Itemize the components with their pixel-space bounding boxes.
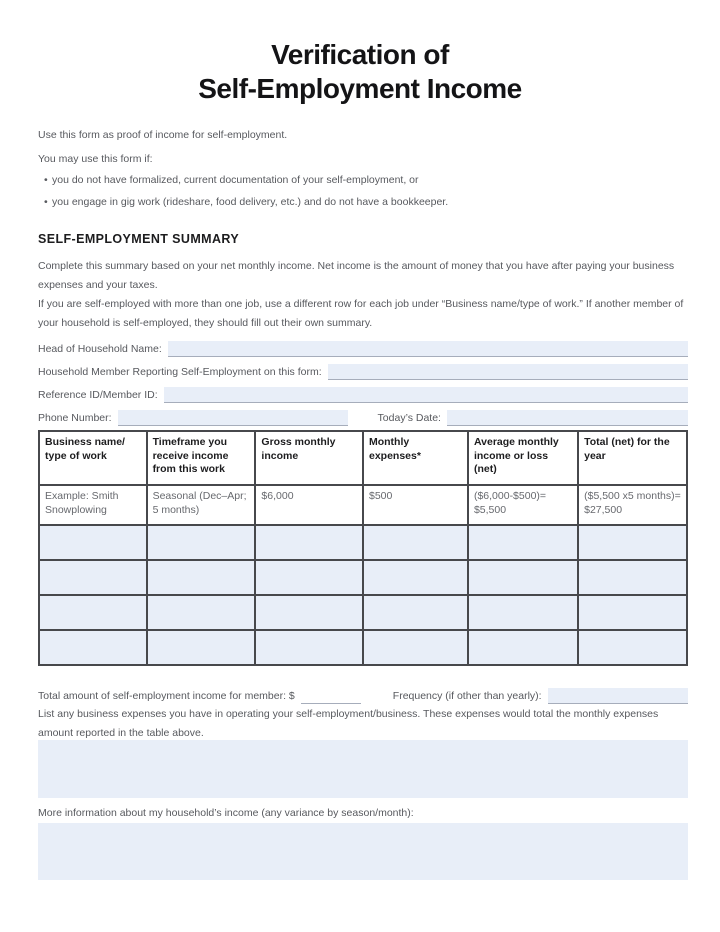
- bullet-icon: •: [44, 196, 48, 208]
- more-info-textarea[interactable]: [38, 823, 688, 880]
- table-cell-input[interactable]: [255, 630, 363, 665]
- table-cell-input[interactable]: [578, 595, 687, 630]
- section-heading-self-employment-summary: SELF-EMPLOYMENT SUMMARY: [38, 232, 240, 246]
- table-cell-input[interactable]: [468, 630, 578, 665]
- col-header-gross-monthly-income: Gross monthly income: [255, 431, 363, 485]
- example-total-year: ($5,500 x5 months)= $27,500: [578, 485, 687, 525]
- table-cell-input[interactable]: [468, 595, 578, 630]
- business-expenses-instruction: List any business expenses you have in operating your self-employment/business. These expenses would total the monthly expenses amount reported in the table above.: [38, 708, 659, 739]
- table-cell-input[interactable]: [39, 595, 147, 630]
- table-cell-input[interactable]: [363, 525, 468, 560]
- reference-id-input[interactable]: [164, 387, 688, 403]
- table-cell-input[interactable]: [468, 560, 578, 595]
- business-expenses-textarea[interactable]: [38, 740, 688, 798]
- table-cell-input[interactable]: [578, 560, 687, 595]
- intro-bullet-2: [38, 196, 688, 208]
- intro-usage-text: Use this form as proof of income for self-employment.: [38, 129, 288, 141]
- frequency-input[interactable]: [548, 688, 688, 704]
- form-title: [0, 38, 720, 105]
- col-header-average-monthly-income: Average monthly income or loss (net): [468, 431, 578, 485]
- self-employment-summary-table: [38, 430, 688, 666]
- intro-bullet-1-text: you do not have formalized, current documentation of your self-employment, or: [52, 174, 419, 186]
- more-info-label: More information about my household’s income (any variance by season/month):: [38, 807, 414, 819]
- form-title-line1: Verification of: [271, 39, 449, 70]
- table-cell-input[interactable]: [39, 560, 147, 595]
- form-title-line2: Self-Employment Income: [198, 72, 522, 104]
- intro-bullet-1: [38, 174, 688, 186]
- phone-number-input[interactable]: [118, 410, 348, 426]
- field-row-phone-date: [38, 406, 688, 426]
- phone-number-label: Phone Number:: [38, 412, 112, 424]
- col-header-total-net-year: Total (net) for the year: [578, 431, 687, 485]
- member-reporting-input[interactable]: [328, 364, 688, 380]
- table-cell-input[interactable]: [255, 595, 363, 630]
- table-cell-input[interactable]: [147, 595, 256, 630]
- reference-id-label: Reference ID/Member ID:: [38, 389, 158, 401]
- bullet-icon: •: [44, 174, 48, 186]
- todays-date-label: Today’s Date:: [377, 412, 441, 424]
- table-cell-input[interactable]: [147, 560, 256, 595]
- intro-may-use-text: You may use this form if:: [38, 153, 153, 165]
- field-row-reference-id: [38, 383, 688, 403]
- total-income-input[interactable]: [301, 690, 361, 704]
- example-average-net: ($6,000-$500)= $5,500: [468, 485, 578, 525]
- table-row: [39, 525, 687, 560]
- table-header-row: [39, 431, 687, 485]
- example-expenses: $500: [363, 485, 468, 525]
- head-of-household-input[interactable]: [168, 341, 688, 357]
- table-row: [39, 595, 687, 630]
- table-cell-input[interactable]: [255, 525, 363, 560]
- table-cell-input[interactable]: [363, 630, 468, 665]
- field-row-head-of-household: [38, 337, 688, 357]
- table-cell-input[interactable]: [39, 630, 147, 665]
- table-cell-input[interactable]: [255, 560, 363, 595]
- total-income-row: [38, 684, 688, 704]
- table-cell-input[interactable]: [147, 525, 256, 560]
- total-income-label: Total amount of self-employment income for member: $: [38, 690, 295, 702]
- example-gross-income: $6,000: [255, 485, 363, 525]
- table-cell-input[interactable]: [39, 525, 147, 560]
- table-cell-input[interactable]: [468, 525, 578, 560]
- table-example-row: [39, 485, 687, 525]
- table-cell-input[interactable]: [147, 630, 256, 665]
- col-header-monthly-expenses: Monthly expenses*: [363, 431, 468, 485]
- table-cell-input[interactable]: [578, 525, 687, 560]
- example-timeframe: Seasonal (Dec–Apr; 5 months): [147, 485, 256, 525]
- example-business-name: Example: Smith Snowplowing: [39, 485, 147, 525]
- head-of-household-label: Head of Household Name:: [38, 343, 162, 355]
- todays-date-input[interactable]: [447, 410, 688, 426]
- table-cell-input[interactable]: [363, 595, 468, 630]
- member-reporting-label: Household Member Reporting Self-Employment on this form:: [38, 366, 322, 378]
- table-row: [39, 630, 687, 665]
- col-header-business-name: Business name/ type of work: [39, 431, 147, 485]
- table-cell-input[interactable]: [578, 630, 687, 665]
- col-header-timeframe: Timeframe you receive income from this work: [147, 431, 256, 485]
- table-cell-input[interactable]: [363, 560, 468, 595]
- frequency-label: Frequency (if other than yearly):: [392, 690, 542, 702]
- table-row: [39, 560, 687, 595]
- intro-bullet-2-text: you engage in gig work (rideshare, food delivery, etc.) and do not have a bookkeeper.: [52, 196, 449, 208]
- summary-paragraph-2: If you are self-employed with more than one job, use a different row for each job under “Business name/type of work.” If another member of your household is self-employed, they should fill out their own summary.: [38, 298, 684, 329]
- summary-paragraph-1: Complete this summary based on your net monthly income. Net income is the amount of money that you have after paying your business expenses and your taxes.: [38, 260, 675, 291]
- field-row-member-reporting: [38, 360, 688, 380]
